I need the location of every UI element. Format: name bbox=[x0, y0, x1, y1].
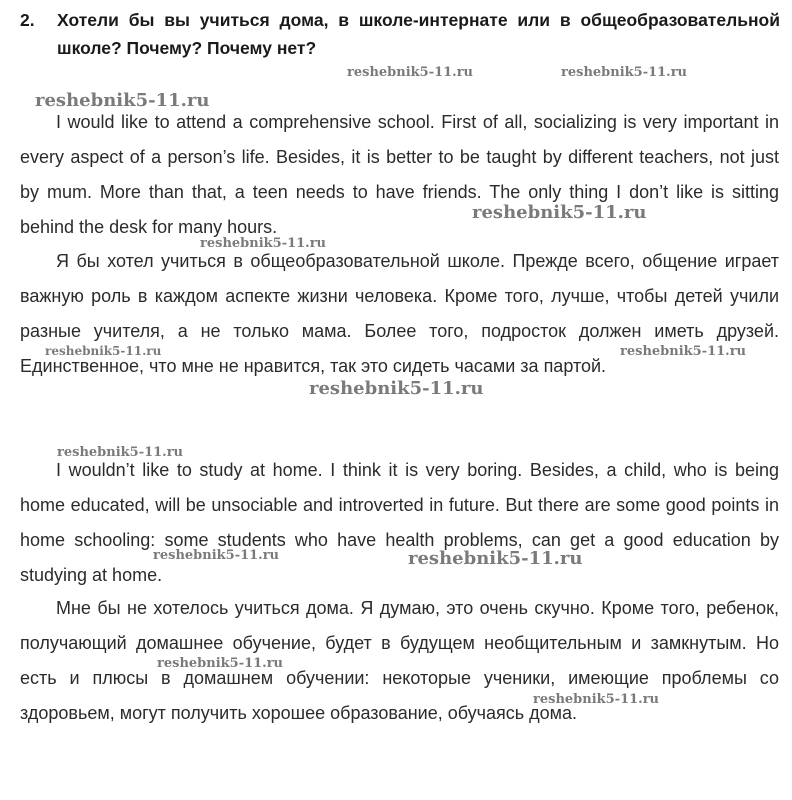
watermark: reshebnik5-11.ru bbox=[561, 65, 688, 80]
answer-paragraph-en-1: I would like to attend a comprehensive school. First of all, socializing is very important in every aspect of a person’s life. Besides, it is better to be taught by different teachers, not just by mum. More than that, a teen needs to have friends. The only thing I don’t like is sitting behind the desk for many hours. bbox=[20, 112, 779, 237]
task-question bbox=[20, 6, 780, 62]
answer-paragraph-ru-2: Мне бы не хотелось учиться дома. Я думаю, это очень скучно. Кроме того, ребенок, получающий домашнее обучение, будет в будущем необщительным и замкнутым. Но есть и плюсы в домашнем обучении: некоторые ученики, имеющие проблемы со здоровьем, могут получить хорошее образование, обучаясь дома. bbox=[20, 598, 779, 723]
watermark: reshebnik5-11.ru bbox=[45, 344, 162, 358]
watermark: reshebnik5-11.ru bbox=[157, 656, 284, 671]
watermark: reshebnik5-11.ru bbox=[309, 378, 484, 399]
watermark: reshebnik5-11.ru bbox=[620, 344, 747, 359]
watermark: reshebnik5-11.ru bbox=[533, 692, 660, 707]
watermark: reshebnik5-11.ru bbox=[472, 202, 647, 223]
watermark: reshebnik5-11.ru bbox=[200, 236, 327, 251]
answer-paragraph-en-2: I wouldn’t like to study at home. I think it is very boring. Besides, a child, who is being home educated, will be unsociable and introverted in future. But there are some good points in home schooling: some students who have health problems, can get a good education by studying at home. bbox=[20, 460, 779, 585]
watermark: reshebnik5-11.ru bbox=[153, 548, 280, 563]
task-number: 2. bbox=[20, 10, 35, 30]
watermark: reshebnik5-11.ru bbox=[57, 445, 184, 460]
watermark: reshebnik5-11.ru bbox=[347, 65, 474, 80]
answer-paragraph-ru-1: Я бы хотел учиться в общеобразовательной школе. Прежде всего, общение играет важную роль в каждом аспекте жизни человека. Кроме того, лучше, чтобы детей учили разные учителя, а не только мама. Более того, подросток должен иметь друзей. Единственное, что мне не нравится, так это сидеть часами за партой. bbox=[20, 251, 779, 376]
task-question-text: Хотели бы вы учиться дома, в школе-интернате или в общеобразовательной школе? Почему? Почему нет? bbox=[57, 10, 780, 58]
watermark: reshebnik5-11.ru bbox=[35, 90, 210, 111]
watermark: reshebnik5-11.ru bbox=[408, 548, 583, 569]
